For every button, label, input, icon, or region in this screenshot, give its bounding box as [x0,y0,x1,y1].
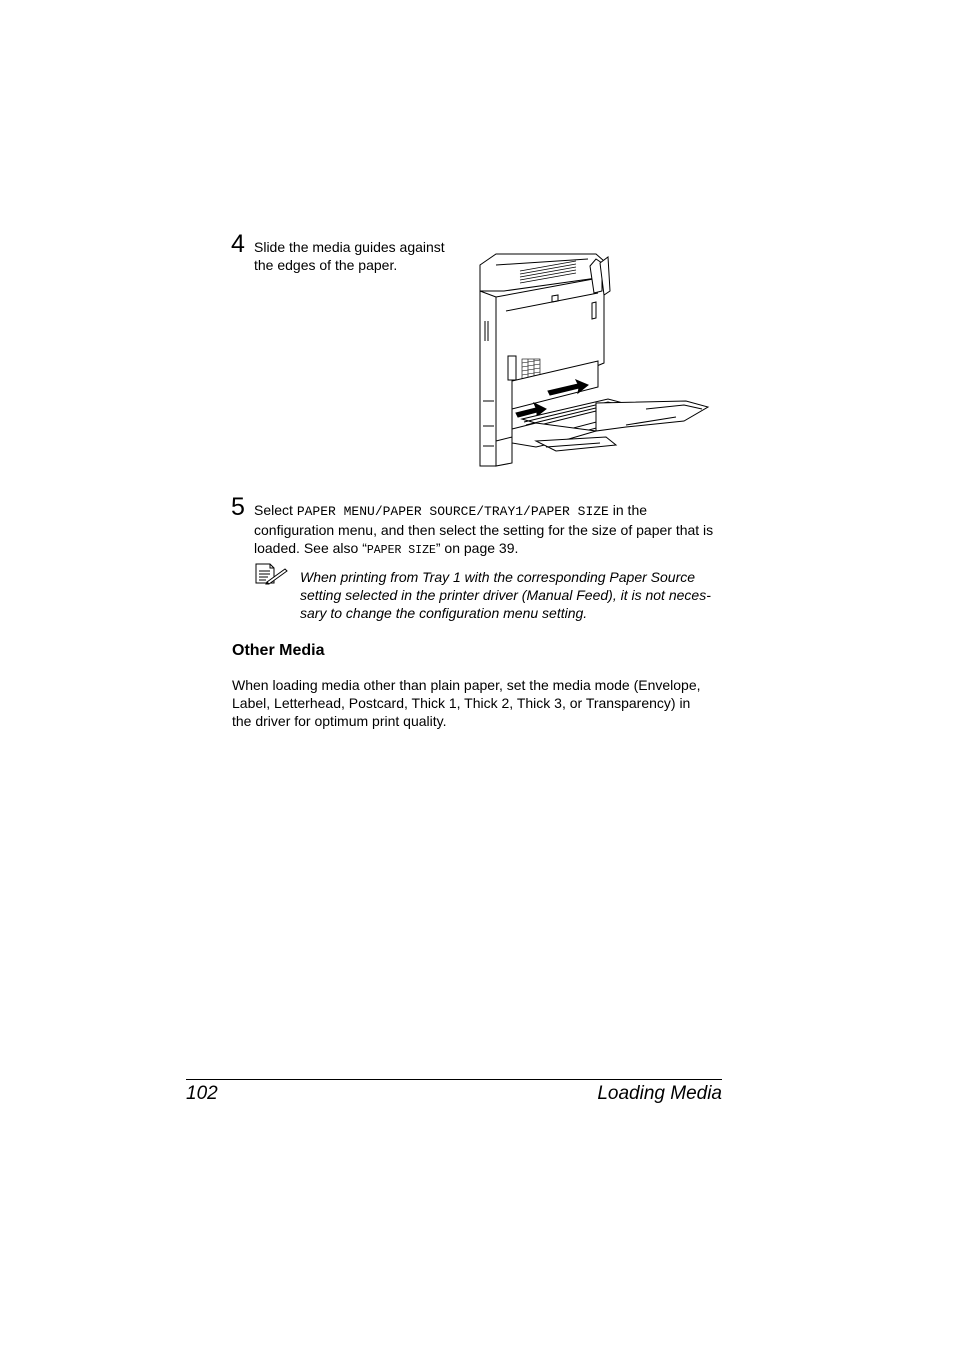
note-line-3: sary to change the configuration menu setting. [300,605,588,621]
paper-size-ref: PAPER SIZE [366,544,436,557]
step-5-text [254,501,729,560]
section-paragraph [232,676,727,730]
step-4-line-1: Slide the media guides against [254,239,445,255]
step-5-in-the: in the [608,502,648,518]
menu-path: PAPER MENU/PAPER SOURCE/TRAY1/PAPER SIZE [296,504,609,519]
step-5-line-1 [254,501,729,521]
step-number-4: 4 [231,230,245,258]
note-pencil-icon [255,563,289,585]
section-line-3: the driver for optimum print quality. [232,713,447,729]
section-line-2: Label, Letterhead, Postcard, Thick 1, Thick 2, Thick 3, or Transparency) in [232,695,691,711]
step-4-text [254,238,469,274]
step-5-line-2: configuration menu, and then select the setting for the size of paper that is [254,522,714,538]
footer-rule [186,1079,722,1080]
step-5-select-word: Select [254,502,297,518]
printer-tray-illustration [476,251,710,468]
section-heading: Other Media [232,642,325,659]
section-line-1: When loading media other than plain paper, set the media mode (Envelope, [232,677,701,693]
step-5-line-3-pre: loaded. See also “ [254,540,367,556]
note-text [300,568,730,622]
note-line-1: When printing from Tray 1 with the corresponding Paper Source [300,569,696,585]
page-number: 102 [186,1083,218,1104]
step-5-line-3-post: ” on page 39. [435,540,519,556]
chapter-title: Loading Media [597,1083,722,1104]
step-4-line-2: the edges of the paper. [254,257,398,273]
step-number-5: 5 [231,493,245,521]
step-5-line-3 [254,539,729,560]
note-line-2: setting selected in the printer driver (Manual Feed), it is not neces- [300,587,711,603]
